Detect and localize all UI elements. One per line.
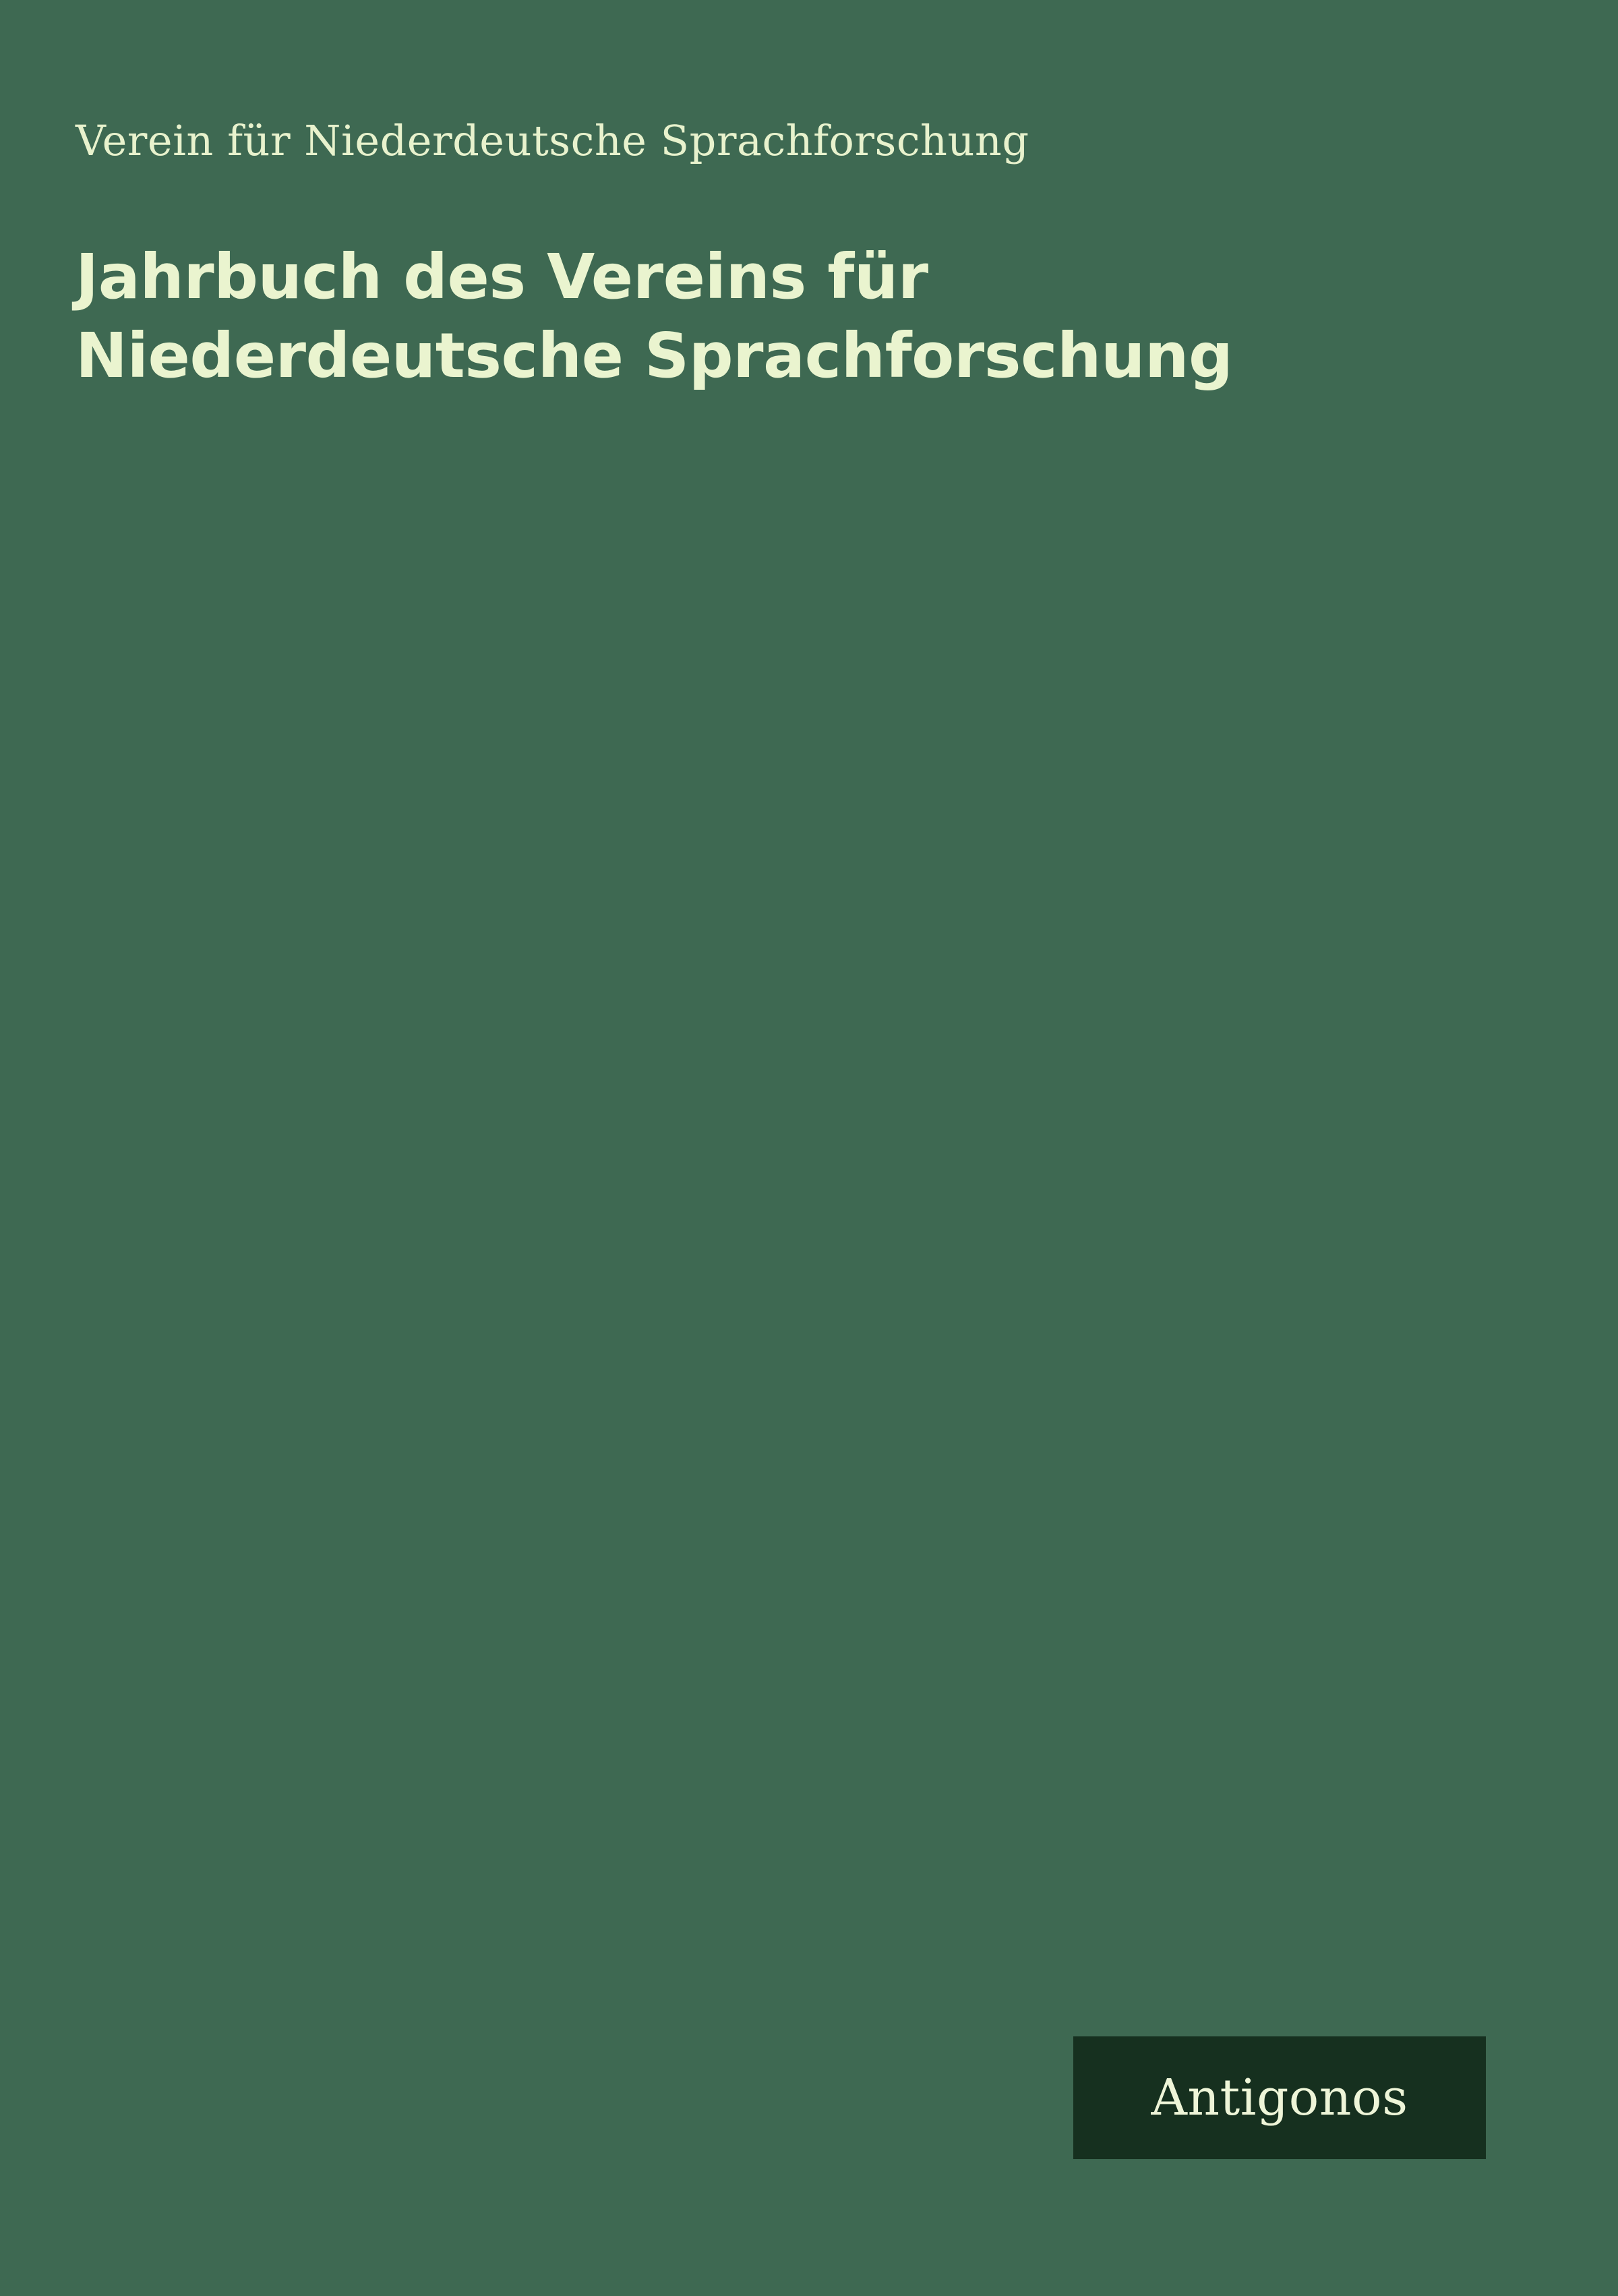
book-title: Jahrbuch des Vereins für Niederdeutsche Sprachforschung bbox=[76, 240, 1233, 392]
publisher-name: Antigonos bbox=[1151, 2069, 1408, 2127]
author-name: Verein für Niederdeutsche Sprachforschung bbox=[76, 116, 1029, 165]
cover-text-block bbox=[76, 115, 1377, 396]
publisher-badge bbox=[1073, 2036, 1486, 2159]
